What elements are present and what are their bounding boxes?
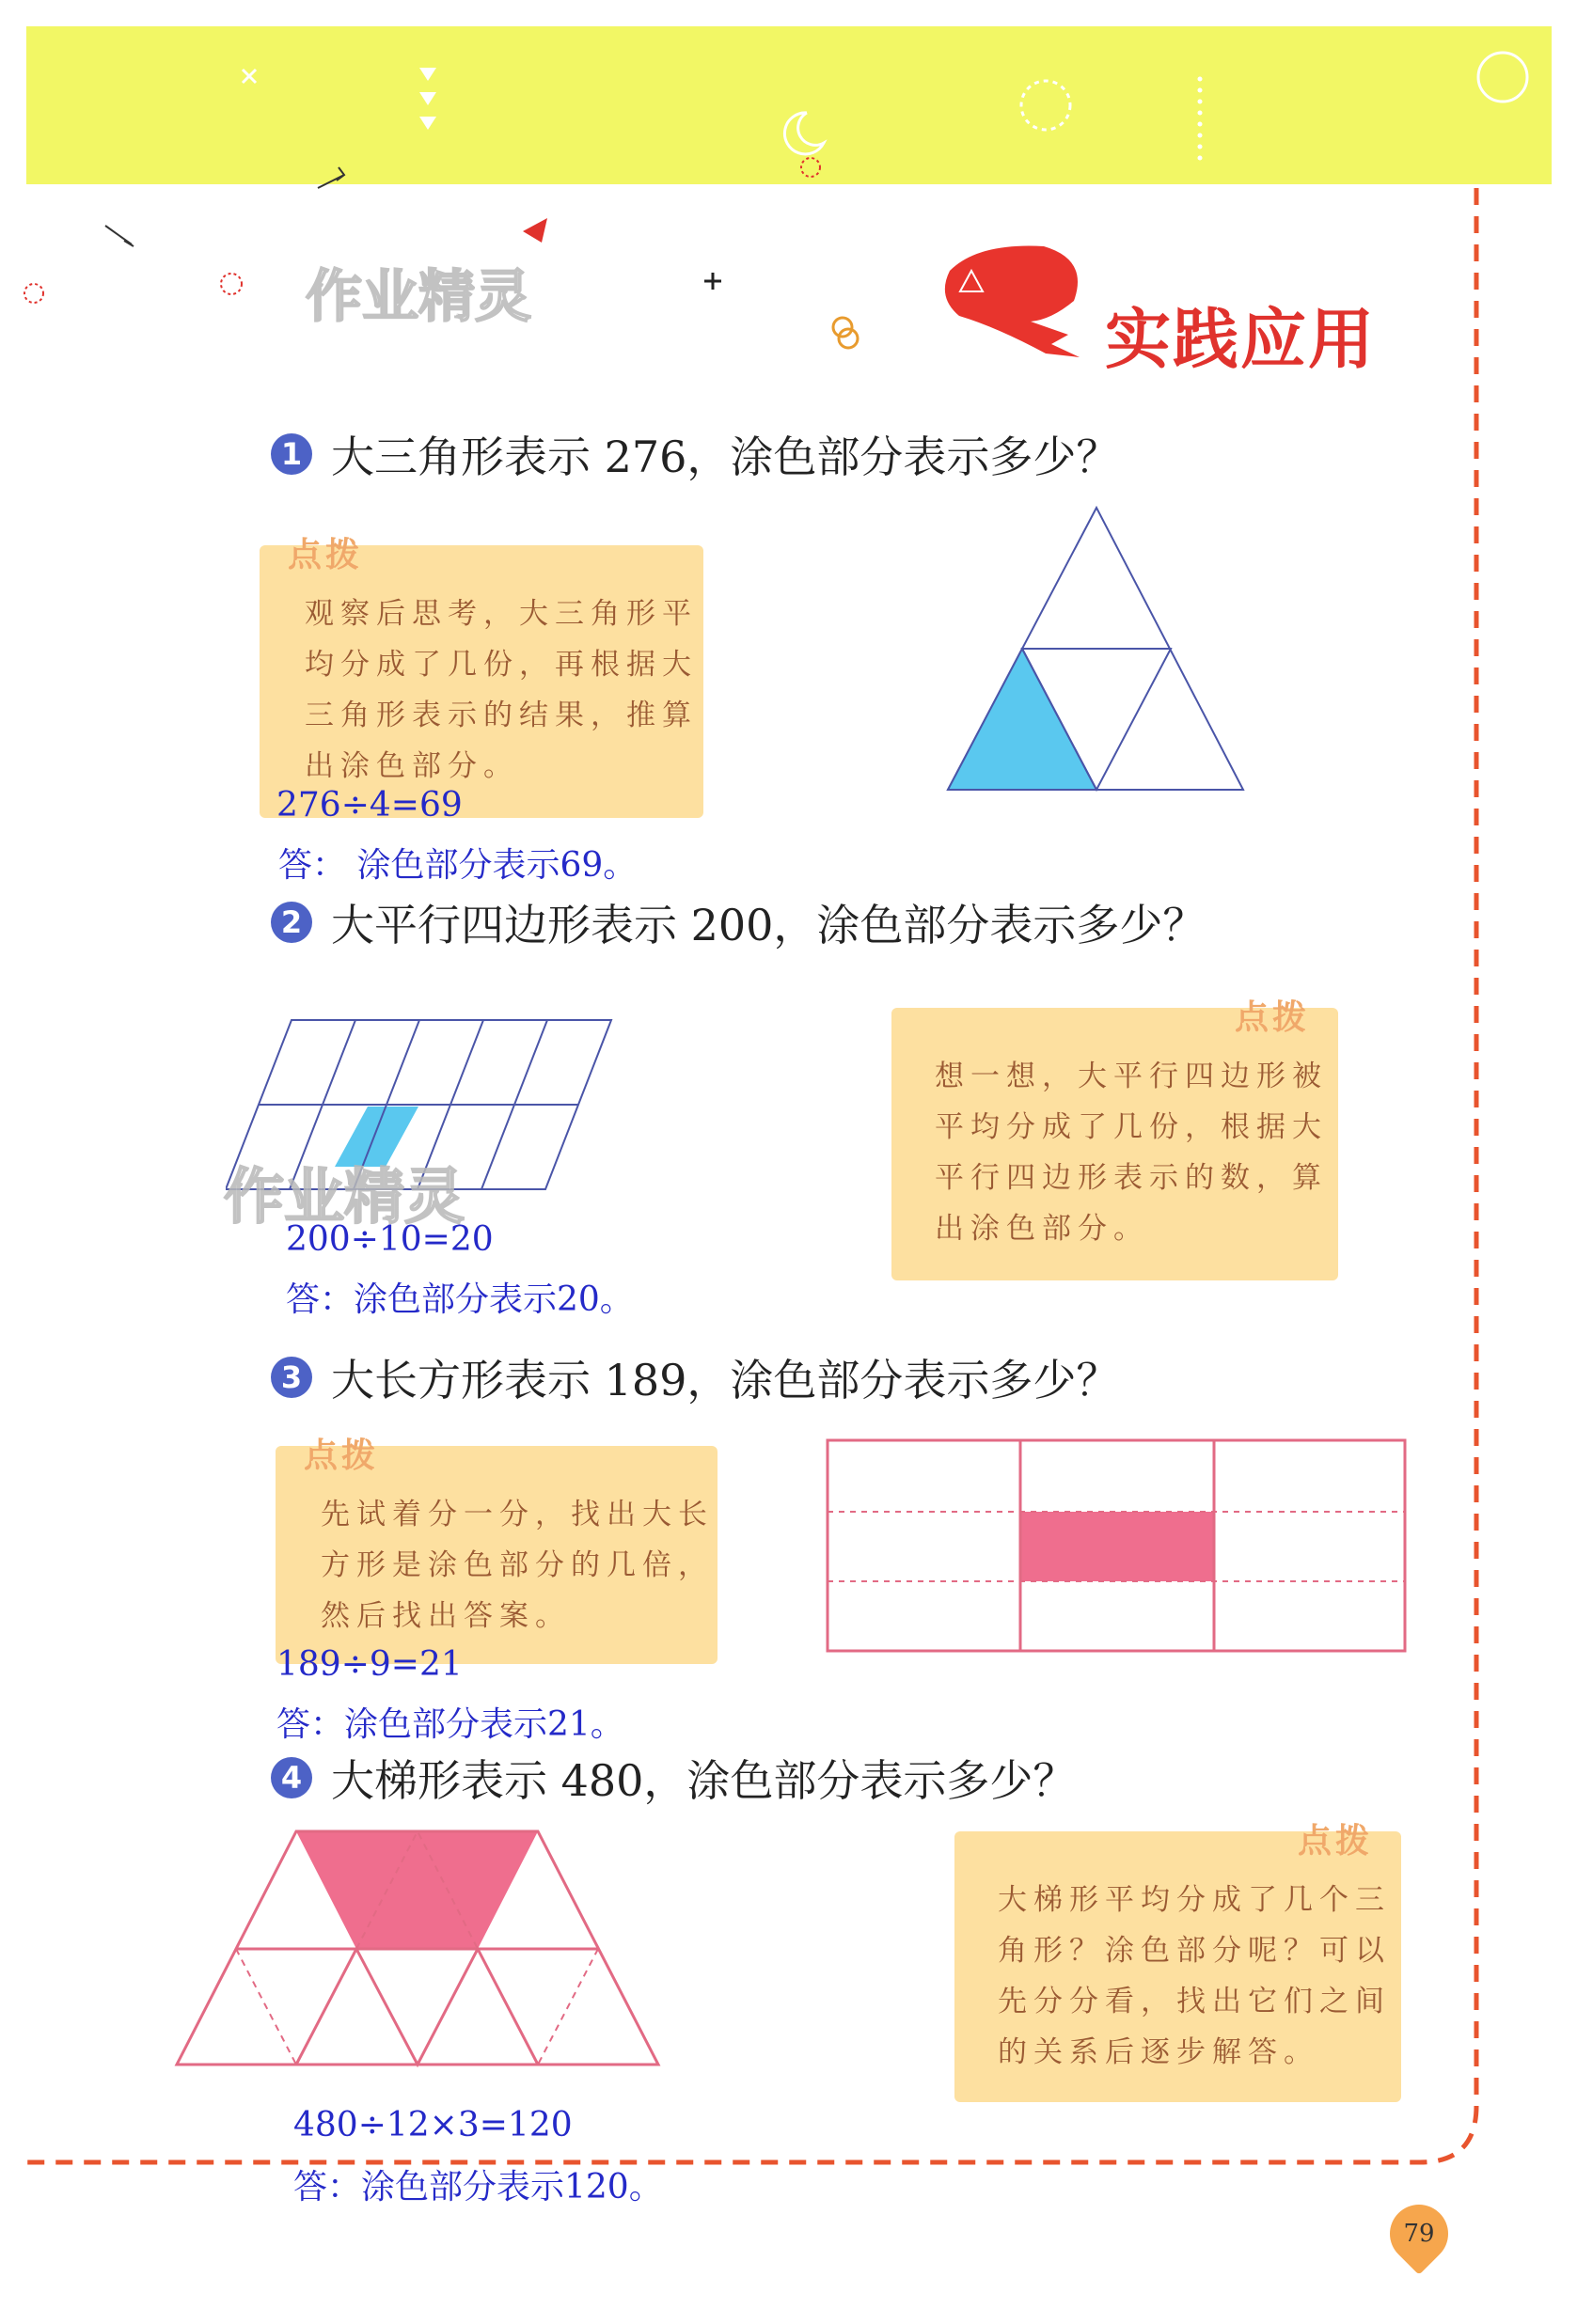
answer-text-4: 答：涂色部分表示120。 xyxy=(293,2168,663,2206)
hint-text xyxy=(321,1489,714,1641)
watermark: 作业精灵 xyxy=(224,1163,465,1233)
hint-line: 大梯形平均分成了几个三 xyxy=(998,1883,1391,1917)
hint-line: 先分分看，找出它们之间 xyxy=(998,1985,1391,2018)
page-number-badge xyxy=(1378,2192,1460,2275)
question-number: 2 xyxy=(271,902,312,943)
hint-line: 的关系后逐步解答。 xyxy=(998,2035,1319,2069)
hint-line: 均分成了几份，再根据大 xyxy=(305,648,698,682)
hint-text xyxy=(998,1875,1391,2078)
shaded-triangle xyxy=(948,649,1096,790)
hint-title: 点拨 xyxy=(288,536,364,574)
hint-line: 出涂色部分。 xyxy=(935,1212,1149,1246)
question-text: 大梯形表示 480，涂色部分表示多少？ xyxy=(331,1755,1077,1806)
question-text: 大平行四边形表示 200，涂色部分表示多少？ xyxy=(331,900,1206,950)
hint-line: 出涂色部分。 xyxy=(305,749,519,783)
hint-line: 然后找出答案。 xyxy=(321,1599,571,1633)
rectangle-figure xyxy=(826,1438,1409,1655)
answer-calc-3: 189÷9=21 xyxy=(276,1645,463,1684)
question-1 xyxy=(271,423,1119,485)
hint-title: 点拨 xyxy=(304,1437,380,1475)
answer-text-3: 答：涂色部分表示21。 xyxy=(276,1705,624,1744)
question-text: 大长方形表示 189，涂色部分表示多少？ xyxy=(331,1355,1120,1405)
hint-title: 点拨 xyxy=(1234,998,1310,1037)
section-title: 实践应用 xyxy=(1105,301,1376,378)
question-3 xyxy=(271,1346,1119,1408)
question-text: 大三角形表示 276，涂色部分表示多少？ xyxy=(331,432,1120,482)
question-number: 1 xyxy=(271,433,312,475)
watermark: 作业精灵 xyxy=(306,264,531,330)
hint-line: 观察后思考，大三角形平 xyxy=(305,597,698,631)
trapezoid-figure xyxy=(169,1824,668,2078)
hint-line: 角形？涂色部分呢？可以 xyxy=(998,1934,1391,1968)
hint-box-4 xyxy=(954,1822,1401,2102)
hint-line: 想一想，大平行四边形被 xyxy=(935,1060,1328,1093)
hint-title: 点拨 xyxy=(1297,1822,1373,1861)
answer-calc-2: 200÷10=20 xyxy=(286,1220,494,1259)
hint-line: 方形是涂色部分的几倍， xyxy=(321,1548,714,1582)
hint-line: 三角形表示的结果，推算 xyxy=(305,699,698,732)
answer-text-1: 答： 涂色部分表示69。 xyxy=(278,846,638,885)
question-4 xyxy=(271,1747,1076,1809)
hint-box-2 xyxy=(891,998,1338,1280)
hint-line: 平均分成了几份，根据大 xyxy=(935,1110,1328,1144)
answer-calc-4: 480÷12×3=120 xyxy=(293,2106,573,2144)
triangle-figure xyxy=(940,498,1260,799)
question-number: 3 xyxy=(271,1357,312,1398)
answer-calc-1: 276÷4=69 xyxy=(276,786,463,824)
answer-text-2: 答：涂色部分表示20。 xyxy=(286,1280,634,1319)
hint-line: 平行四边形表示的数，算 xyxy=(935,1161,1328,1195)
hint-text xyxy=(305,589,698,792)
shaded-triangles xyxy=(296,1831,538,1949)
shaded-rectangle xyxy=(1020,1512,1214,1581)
hint-line: 先试着分一分，找出大长 xyxy=(321,1498,714,1531)
question-number: 4 xyxy=(271,1757,312,1798)
hint-text xyxy=(935,1051,1328,1254)
hint-box-1 xyxy=(260,536,703,818)
hint-box-3 xyxy=(276,1437,718,1664)
page-number: 79 xyxy=(1403,2220,1435,2248)
question-2 xyxy=(271,891,1206,953)
